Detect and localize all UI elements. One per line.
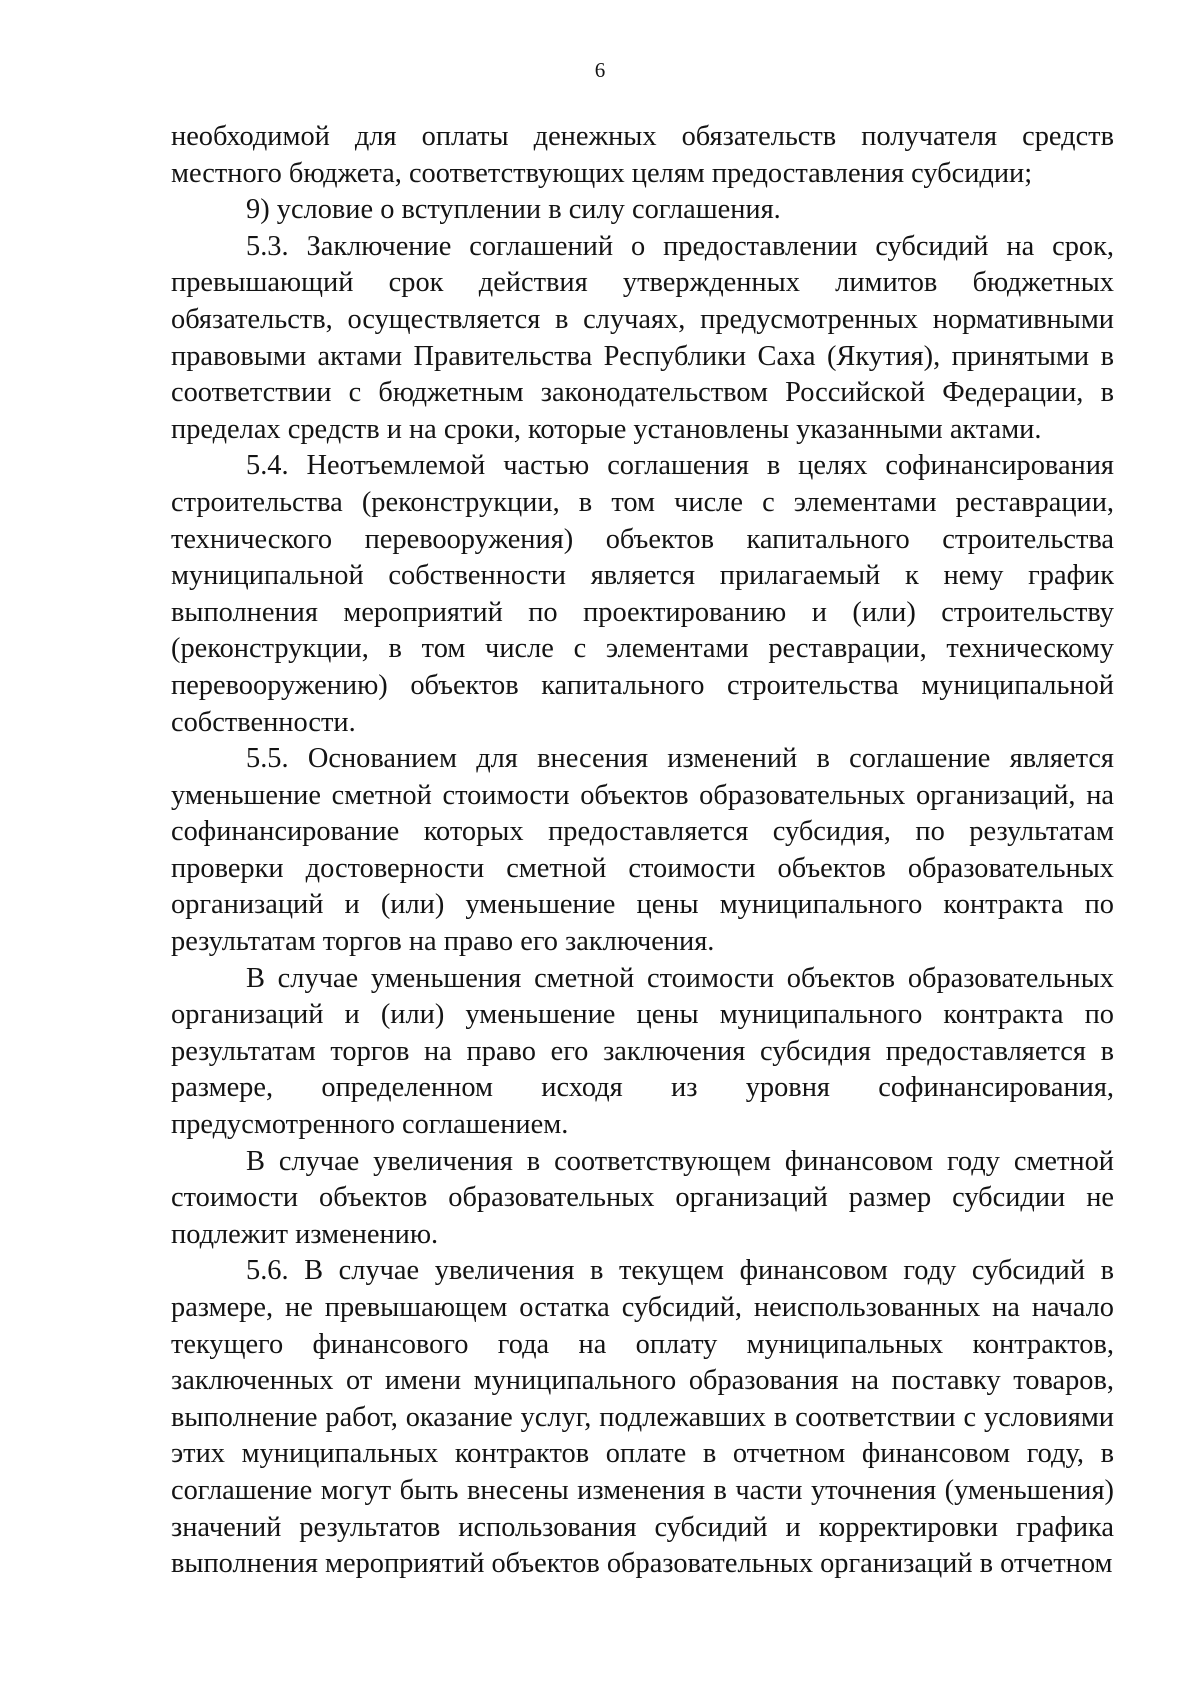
paragraph-5-5: 5.5. Основанием для внесения изменений в соглашение является уменьшение сметной стоимости объектов образовательных организаций, на софинансирование которых предоставляется субсидия, по результатам проверки достоверности сметной стоимости объектов образовательных организаций и (или) уменьшение цены муниципального контракта по результатам торгов на право его заключения. (171, 743, 1114, 958)
document-body (171, 119, 1114, 1583)
paragraph-increase-case: В случае увеличения в соответствующем финансовом году сметной стоимости объектов образовательных организаций размер субсидии не подлежит изменению. (171, 1145, 1114, 1250)
page-number: 6 (594, 58, 606, 82)
paragraph-5-6: 5.6. В случае увеличения в текущем финансовом году субсидий в размере, не превышающем остатка субсидий, неиспользованных на начало текущего финансового года на оплату муниципальных контрактов, заключенных от имени муниципального образования на поставку товаров, выполнение работ, оказание услуг, подлежавших в соответствии с условиями этих муниципальных контрактов оплате в отчетном финансовом году, в соглашение могут быть внесены изменения в части уточнения (уменьшения) значений результатов использования субсидий и корректировки графика выполнения мероприятий объектов образовательных организаций в отчетном (171, 1255, 1114, 1580)
paragraph-item-9: 9) условие о вступлении в силу соглашения. (246, 194, 781, 226)
paragraph-5-4: 5.4. Неотъемлемой частью соглашения в целях софинансирования строительства (реконструкции, в том числе с элементами реставрации, технического перевооружения) объектов капитального строительства муниципальной собственности является прилагаемый к нему график выполнения мероприятий по проектированию и (или) строительству (реконструкции, в том числе с элементами реставрации, техническому перевооружению) объектов капитального строительства муниципальной собственности. (171, 450, 1114, 738)
paragraph-5-3: 5.3. Заключение соглашений о предоставлении субсидий на срок, превышающий срок действия утвержденных лимитов бюджетных обязательств, осуществляется в случаях, предусмотренных нормативными правовыми актами Правительства Республики Саха (Якутия), принятыми в соответствии с бюджетным законодательством Российской Федерации, в пределах средств и на сроки, которые установлены указанными актами. (171, 230, 1114, 445)
paragraph-continuation: необходимой для оплаты денежных обязательств получателя средств местного бюджета, соответствующих целям предоставления субсидии; (171, 121, 1114, 189)
paragraph-decrease-case: В случае уменьшения сметной стоимости объектов образовательных организаций и (или) уменьшение цены муниципального контракта по результатам торгов на право его заключения субсидия предоставляется в размере, определенном исходя из уровня софинансирования, предусмотренного соглашением. (171, 962, 1114, 1141)
